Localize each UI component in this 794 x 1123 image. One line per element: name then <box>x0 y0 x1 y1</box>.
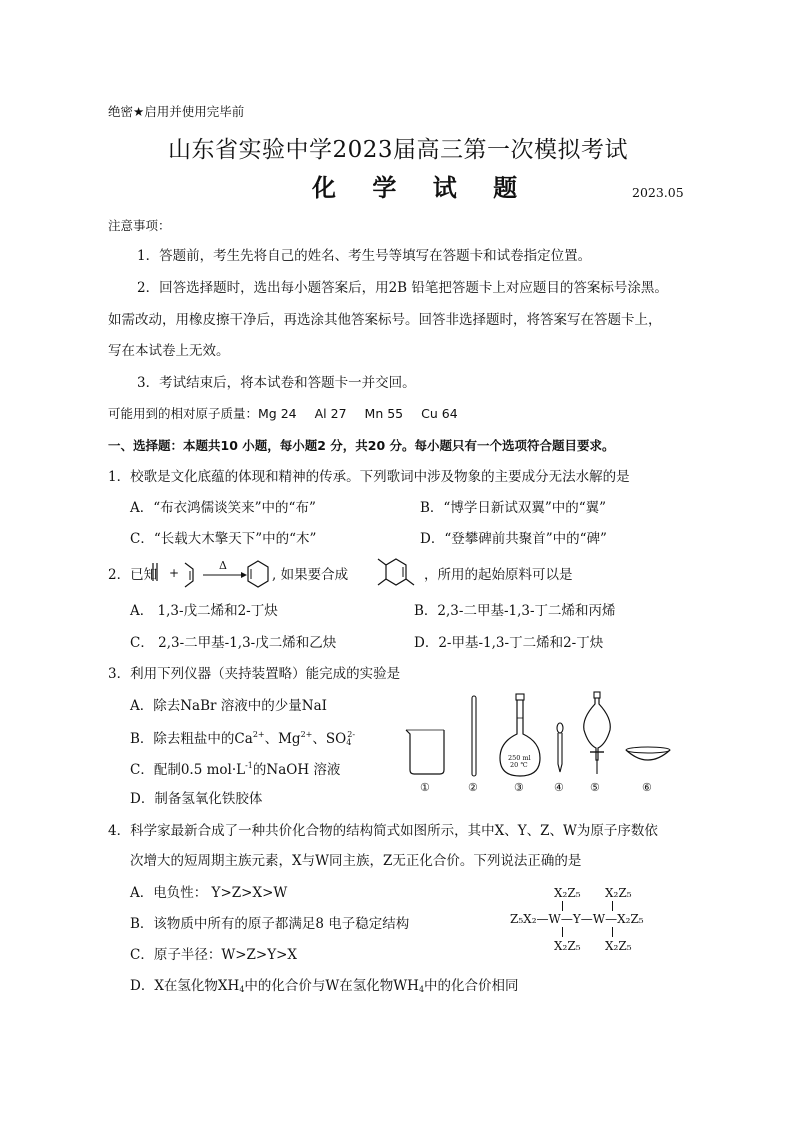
subject-title: 化 学 试 题 <box>312 174 532 202</box>
q2-option-a: A． 1,3-戊二烯和2-丁炔 <box>130 603 278 619</box>
q3-b-mid1: 、Mg <box>264 731 301 747</box>
notes-heading: 注意事项： <box>108 218 171 233</box>
dropper-bulb <box>557 723 563 733</box>
q4-d-mid: 中的化合价与W在氢化物WH <box>244 978 419 994</box>
q3-b-sup1: 2+ <box>252 730 265 739</box>
note-item-1: 1．答题前，考生先将自己的姓名、考生号等填写在答题卡和试卷指定位置。 <box>137 248 592 264</box>
q3-stem: 3．利用下列仪器（夹持装置略）能完成的实验是 <box>108 666 401 682</box>
q4-option-a: A．电负性： Y>Z>X>W <box>130 885 288 901</box>
q4-d-sub2: 4 <box>418 985 425 994</box>
q3-option-d: D．制备氢氧化铁胶体 <box>130 791 263 807</box>
q4-option-c: C．原子半径：W>Z>Y>X <box>130 947 298 963</box>
section-1-heading: 一、选择题：本题共10 小题，每小题2 分，共20 分。每小题只有一个选项符合题目要求。 <box>108 438 615 453</box>
label-2: ② <box>468 781 478 794</box>
label-4: ④ <box>554 781 564 794</box>
note-item-3: 3．考试结束后，将本试卷和答题卡一并交回。 <box>137 375 416 391</box>
separatory-funnel-icon <box>584 698 611 760</box>
mass-cu: Cu 64 <box>421 406 458 421</box>
structure-bond-top-right <box>612 901 613 911</box>
q4-stem-line2: 次增大的短周期主族元素，X与W同主族，Z无正化合价。下列说法正确的是 <box>130 853 582 869</box>
dish-rim <box>626 747 670 753</box>
q2-option-b: B．2,3-二甲基-1,3-丁二烯和丙烯 <box>414 603 616 619</box>
exam-date: 2023.05 <box>632 185 684 200</box>
q4-option-b: B．该物质中所有的原子都满足8 电子稳定结构 <box>130 916 410 932</box>
q2-reaction-diagram <box>145 555 270 595</box>
structure-bond-bottom-left <box>562 927 563 937</box>
q3-option-c <box>130 762 340 778</box>
note-item-2: 2．回答选择题时，选出每小题答案后，用2B 铅笔把答题卡上对应题目的答案标号涂黑。 <box>137 280 668 296</box>
q2-option-c: C． 2,3-二甲基-1,3-戊二烯和乙炔 <box>130 635 337 651</box>
plus-sign: + <box>169 566 180 580</box>
mass-mn: Mn 55 <box>364 406 404 421</box>
structure-top-left: X₂Z₅ <box>554 886 581 900</box>
label-6: ⑥ <box>642 781 652 794</box>
q3-b-text: B．除去粗盐中的Ca <box>130 731 253 747</box>
butadiene-skeleton <box>185 563 193 587</box>
q4-d-post: 中的化合价相同 <box>424 978 519 994</box>
funnel-stopper <box>594 692 600 698</box>
q3-option-b <box>130 731 355 747</box>
q2-option-d: D．2-甲基-1,3-丁二烯和2-丁炔 <box>414 635 604 651</box>
q3-option-a: A．除去NaBr 溶液中的少量NaI <box>130 698 327 714</box>
label-3: ③ <box>514 781 524 794</box>
structure-bond-top-left <box>562 901 563 911</box>
q3-b-sub: 4 <box>346 738 352 747</box>
mass-mg: Mg 24 <box>258 406 297 421</box>
q3-apparatus-figure <box>400 690 690 798</box>
beaker-icon <box>406 730 444 774</box>
q2-stem-end: ，所用的起始原料可以是 <box>424 567 573 583</box>
glass-rod-icon <box>472 696 476 776</box>
flask-temp-label: 20 ℃ <box>510 761 528 769</box>
confidential-notice: 绝密★启用并使用完毕前 <box>108 104 245 119</box>
q1-stem: 1．校歌是文化底蕴的体现和精神的传承。下列歌词中涉及物象的主要成分无法水解的是 <box>108 469 630 485</box>
q3-c-post: 的NaOH 溶液 <box>252 762 341 778</box>
delta-sign: Δ <box>219 559 227 572</box>
structure-bond-bottom-right <box>612 927 613 937</box>
q1-option-c: C．“长载大木擎天下”中的“木” <box>130 531 317 547</box>
flask-stopper <box>516 694 524 700</box>
q2-stem-mid: , 如果要合成 <box>272 567 349 583</box>
q4-stem-line1: 4．科学家最新合成了一种共价化合物的结构简式如图所示，其中X、Y、Z、W为原子序数依 <box>108 823 658 839</box>
q3-c-text: C．配制0.5 mol·L <box>130 762 246 778</box>
q2-stem-start: 2．已知 <box>108 567 158 583</box>
q3-b-mid2: 、SO <box>312 731 347 747</box>
q1-option-d: D．“登攀碑前共聚首”中的“碑” <box>420 531 607 547</box>
q1-option-b: B．“博学日新试双翼”中的“翼” <box>420 500 607 516</box>
q3-c-sup: -1 <box>245 761 253 770</box>
note-item-2-cont: 如需改动，用橡皮擦干净后，再选涂其他答案标号。回答非选择题时，将答案写在答题卡上， <box>108 312 662 328</box>
q1-option-a: A．“布衣鸿儒谈笑来”中的“布” <box>130 500 316 516</box>
label-5: ⑤ <box>590 781 600 794</box>
q4-d-text: D．X在氢化物XH <box>130 978 240 994</box>
mass-al: Al 27 <box>314 406 347 421</box>
q2-target-molecule <box>372 553 422 595</box>
methyl-2 <box>378 579 386 585</box>
structure-bottom-right: X₂Z₅ <box>605 939 632 953</box>
exam-title: 山东省实验中学2023届高三第一次模拟考试 <box>168 137 629 163</box>
evaporating-dish-icon <box>626 750 670 760</box>
q3-b-sup2: 2+ <box>300 730 313 739</box>
label-1: ① <box>420 781 430 794</box>
note-item-2-cont2: 写在本试卷上无效。 <box>108 343 230 359</box>
structure-main-chain: Z₅X₂—W—Y—W—X₂Z₅ <box>510 912 644 926</box>
arrow-head <box>241 572 247 578</box>
flask-volume-label: 250 ml <box>508 754 531 762</box>
dropper-icon <box>558 733 562 772</box>
methyl-3 <box>406 579 414 585</box>
structure-top-right: X₂Z₅ <box>605 886 632 900</box>
atomic-mass-label: 可能用到的相对原子质量： <box>108 406 259 421</box>
atomic-mass-line <box>108 408 458 421</box>
q4-d-sub1: 4 <box>239 985 245 994</box>
methyl-1 <box>378 559 386 565</box>
q4-option-d <box>130 980 519 994</box>
structure-bottom-left: X₂Z₅ <box>554 939 581 953</box>
q3-b-sup3: 2- <box>347 730 356 739</box>
